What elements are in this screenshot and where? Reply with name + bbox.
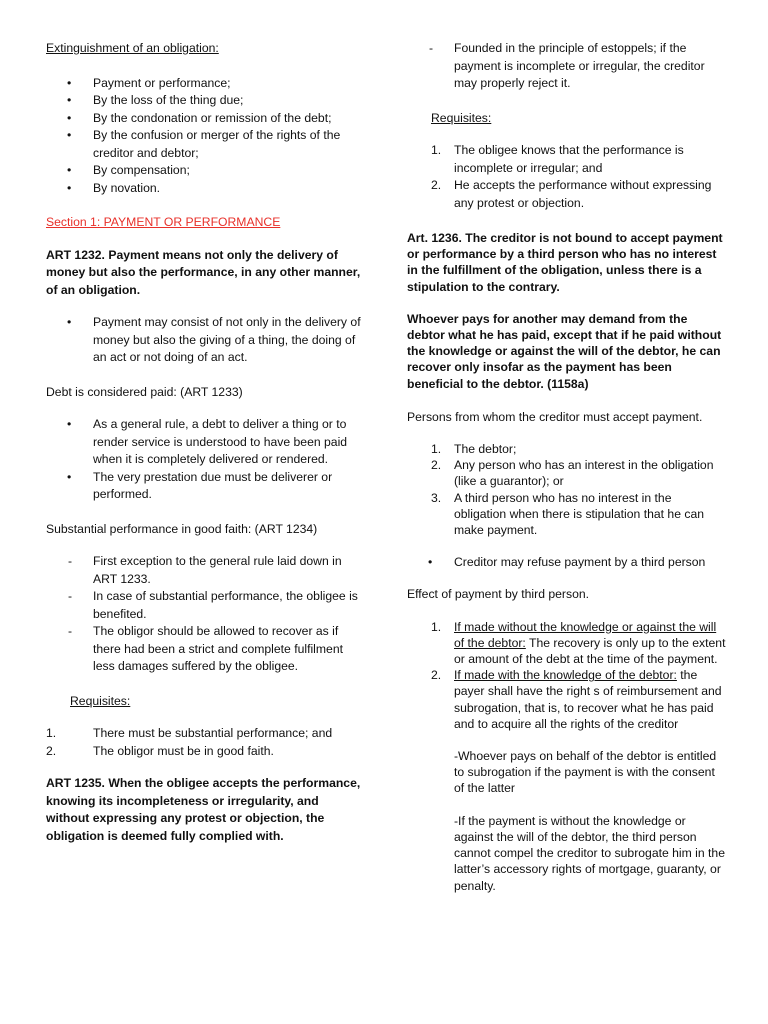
extinguishment-title: Extinguishment of an obligation: [46, 41, 219, 55]
number-marker: 1. [431, 442, 442, 457]
debt-paid-heading: Debt is considered paid: (ART 1233) [46, 384, 243, 399]
list-item: • By compensation; [46, 162, 364, 180]
bullet-icon: • [67, 75, 72, 90]
persons-list [407, 441, 727, 538]
list-item: - First exception to the general rule laid down in ART 1233. [68, 554, 342, 586]
list-item: • Creditor may refuse payment by a third person [428, 555, 706, 570]
effect-list [407, 619, 727, 732]
number-marker: 2. [46, 743, 57, 758]
list-item: 1. There must be substantial performance; and [46, 725, 364, 743]
list-item: 1. The obligee knows that the performance is incomplete or irregular; and [431, 143, 684, 175]
number-marker: 3. [431, 490, 442, 505]
substantial-heading: Substantial performance in good faith: (ART 1234) [46, 521, 318, 536]
bullet-icon: • [67, 110, 72, 125]
requisites-label-right: Requisites: [431, 110, 492, 125]
dash-icon: - [68, 589, 73, 603]
requisites-label: Requisites: [70, 693, 131, 708]
bullet-icon: • [67, 315, 72, 329]
list-item: • Payment or performance; [46, 75, 364, 93]
whoever-pays: Whoever pays for another may demand from the debtor what he has paid, except that if he paid without the knowledge or against the will of the debtor, he can recover only insofar as the payment has been beneficial to the debtor. (1158a) [407, 311, 722, 391]
number-marker: 2. [431, 668, 442, 683]
effect-heading: Effect of payment by third person. [407, 587, 590, 602]
art-1232: ART 1232. Payment means not only the delivery of money but also the performance, in any other manner, of an obligation. [46, 247, 361, 297]
requisites-list [46, 725, 364, 760]
bullet-icon: • [67, 163, 72, 177]
list-item: • By the confusion or merger of the rights of the creditor and debtor; [67, 128, 341, 160]
refuse-list [407, 554, 727, 570]
bullet-icon: • [67, 469, 72, 484]
right-column [407, 40, 727, 894]
bullet-icon: • [428, 555, 433, 570]
bullet-icon: • [67, 417, 72, 431]
list-item: • Payment may consist of not only in the delivery of money but also the giving of a thing, the doing of an act or not doing of an act. [67, 315, 361, 364]
subrogation-note-1: -Whoever pays on behalf of the debtor is entitled to subrogation if the payment is with the consent of the latter [454, 749, 717, 796]
dash-icon: - [429, 41, 434, 55]
requisites-list-right [407, 142, 727, 212]
substantial-list [46, 553, 364, 676]
number-marker: 1. [46, 726, 57, 740]
number-marker: 2. [431, 178, 442, 192]
art-1232-list [46, 314, 364, 367]
list-item: • By the loss of the thing due; [46, 92, 364, 110]
list-item: 2. Any person who has an interest in the obligation (like a guarantor); or [431, 458, 714, 489]
estoppel-list [407, 40, 727, 93]
list-item: • By the condonation or remission of the debt; [46, 110, 364, 128]
number-marker: 2. [431, 458, 442, 473]
dash-icon: - [68, 624, 73, 638]
bullet-icon: • [67, 128, 72, 142]
extinguishment-list [46, 75, 364, 198]
list-item: 2. If made with the knowledge of the debtor: the payer shall have the right s of reimbursement and subrogation, that is, to recover what he has paid and to acquire all the rights of the creditor [431, 668, 722, 731]
list-item: • The very prestation due must be deliverer or performed. [67, 469, 333, 501]
list-item: • By novation. [46, 180, 364, 198]
left-column [46, 40, 364, 845]
list-item: 1. If made without the knowledge or against the will of the debtor: The recovery is only up to the extent or amount of the debt at the time of the payment. [431, 619, 726, 667]
subrogation-note-2: -If the payment is without the knowledge or against the will of the debtor, the third person cannot compel the creditor to subrogate him in the latter’s accessory rights of mortgage, guaranty, or penalty. [454, 813, 725, 893]
list-item: - The obligor should be allowed to recover as if there had been a strict and complete fulfilment less damages suffered by the obligee. [68, 624, 343, 673]
number-marker: 1. [431, 143, 442, 157]
list-item: 2. He accepts the performance without expressing any protest or objection. [431, 178, 712, 210]
section-title: Section 1: PAYMENT OR PERFORMANCE [46, 215, 281, 229]
art-1236: Art. 1236. The creditor is not bound to accept payment or performance by a third person who has no interest in the fulfillment of the obligation, unless there is a stipulation to the contrary. [407, 231, 723, 294]
list-item: • As a general rule, a debt to deliver a thing or to render service is understood to have been paid when it is completely delivered or rendered. [67, 417, 348, 466]
bullet-icon: • [67, 93, 72, 107]
list-item: 1. The debtor; [431, 442, 517, 457]
list-item: 2. The obligor must be in good faith. [46, 743, 364, 761]
list-item: - Founded in the principle of estoppels; if the payment is incomplete or irregular, the creditor may properly reject it. [429, 41, 705, 90]
list-item: - In case of substantial performance, the obligee is benefited. [68, 589, 358, 621]
number-marker: 1. [431, 619, 442, 634]
bullet-icon: • [67, 180, 72, 195]
art-1235: ART 1235. When the obligee accepts the performance, knowing its incompleteness or irregularity, and without expressing any protest or objection, the obligation is deemed fully complied with. [46, 776, 361, 843]
persons-heading: Persons from whom the creditor must accept payment. [407, 409, 703, 424]
dash-icon: - [68, 554, 73, 568]
debt-paid-list [46, 416, 364, 504]
list-item: 3. A third person who has no interest in the obligation when there is stipulation that he can make payment. [431, 490, 705, 538]
